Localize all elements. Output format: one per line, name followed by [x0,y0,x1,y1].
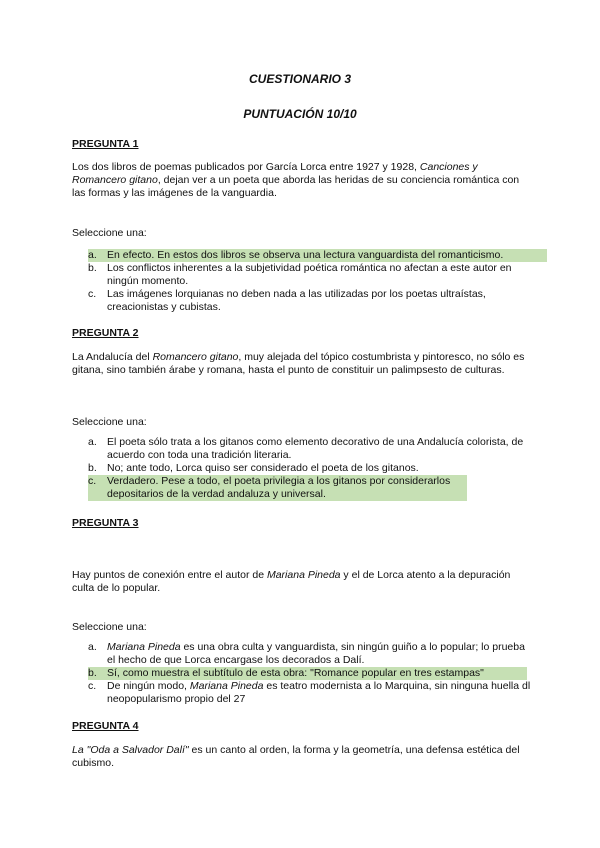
option-c-correct[interactable] [88,475,467,501]
question-2-heading: PREGUNTA 2 [72,327,139,339]
stem-text: es un canto al orden, la forma y la geometría, una defensa estética del cubismo. [72,744,520,769]
stem-text: Los dos libros de poemas publicados por García Lorca entre 1927 y 1928, [72,161,420,173]
stem-italic: La "Oda a Salvador Dalí" [72,744,189,756]
stem-text: , muy alejada del tópico costumbrista y pintoresco, no sólo es gitana, sino también árabe y romana, hasta el punto de constituir un palimpsesto de culturas. [72,351,525,376]
question-4-stem [72,744,532,770]
option-text: Verdadero. Pese a todo, el poeta privilegia a los gitanos por considerarlos depositarios de la verdad andaluza y universal. [107,475,451,500]
option-a[interactable] [88,641,533,667]
option-c[interactable] [88,680,533,706]
question-1-options [88,249,533,314]
question-3-options [88,641,533,706]
option-letter: a. [88,641,97,653]
option-text: No; ante todo, Lorca quiso ser considerado el poeta de los gitanos. [107,462,419,474]
option-text: es una obra culta y vanguardista, sin ningún guiño a lo popular; lo prueba el hecho de que Lorca encargase los decorados a Dalí. [107,641,525,666]
question-1-stem [72,161,532,200]
option-b[interactable] [88,262,533,288]
option-letter: a. [88,249,97,261]
option-text: Sí, como muestra el subtítulo de esta obra: "Romance popular en tres estampas" [107,667,484,679]
option-letter: b. [88,462,97,474]
option-italic: Mariana Pineda [189,680,264,692]
stem-text: , dejan ver a un poeta que aborda las heridas de su conciencia romántica con las formas y las imágenes de la vanguardia. [72,174,520,199]
stem-text: y el de Lorca atento a la depuración culta de lo popular. [72,569,511,594]
stem-italic: Mariana Pineda [266,569,341,581]
option-text: En efecto. En estos dos libros se observa una lectura vanguardista del romanticismo. [107,249,504,261]
select-label: Seleccione una: [72,227,147,239]
quiz-score: PUNTUACIÓN 10/10 [243,107,357,121]
option-text: Los conflictos inherentes a la subjetividad poética romántica no afectan a este autor en ningún momento. [107,262,512,287]
question-3-heading: PREGUNTA 3 [72,517,139,529]
option-a-correct[interactable] [88,249,547,262]
option-text: El poeta sólo trata a los gitanos como elemento decorativo de una Andalucía colorista, de acuerdo con toda una tradición literaria. [107,436,524,461]
stem-italic: Canciones y Romancero gitano [72,161,478,186]
stem-text: Hay puntos de conexión entre el autor de [72,569,267,581]
question-1-heading: PREGUNTA 1 [72,138,139,150]
option-text: Las imágenes lorquianas no deben nada a las utilizadas por los poetas ultraístas, creacionistas y cubistas. [107,288,486,313]
question-3-stem [72,569,532,595]
option-text: De ningún modo, [107,680,190,692]
stem-text: La Andalucía del [72,351,153,363]
select-label: Seleccione una: [72,416,147,428]
option-b[interactable] [88,462,533,475]
option-b-correct[interactable] [88,667,527,680]
option-letter: a. [88,436,97,448]
question-2-stem [72,351,532,377]
option-c[interactable] [88,288,533,314]
option-letter: b. [88,667,97,679]
quiz-title: CUESTIONARIO 3 [248,72,351,86]
option-a[interactable] [88,436,533,462]
option-letter: c. [88,288,97,300]
question-2-options [88,436,533,501]
option-letter: c. [88,475,97,487]
option-letter: b. [88,262,97,274]
option-text: es teatro modernista a lo Marquina, sin ninguna huella dl neopopularismo propio del 27 [107,680,531,705]
option-italic: Mariana Pineda [107,641,181,653]
select-label: Seleccione una: [72,621,147,633]
option-letter: c. [88,680,97,692]
stem-italic: Romancero gitano [152,351,239,363]
question-4-heading: PREGUNTA 4 [72,720,139,732]
